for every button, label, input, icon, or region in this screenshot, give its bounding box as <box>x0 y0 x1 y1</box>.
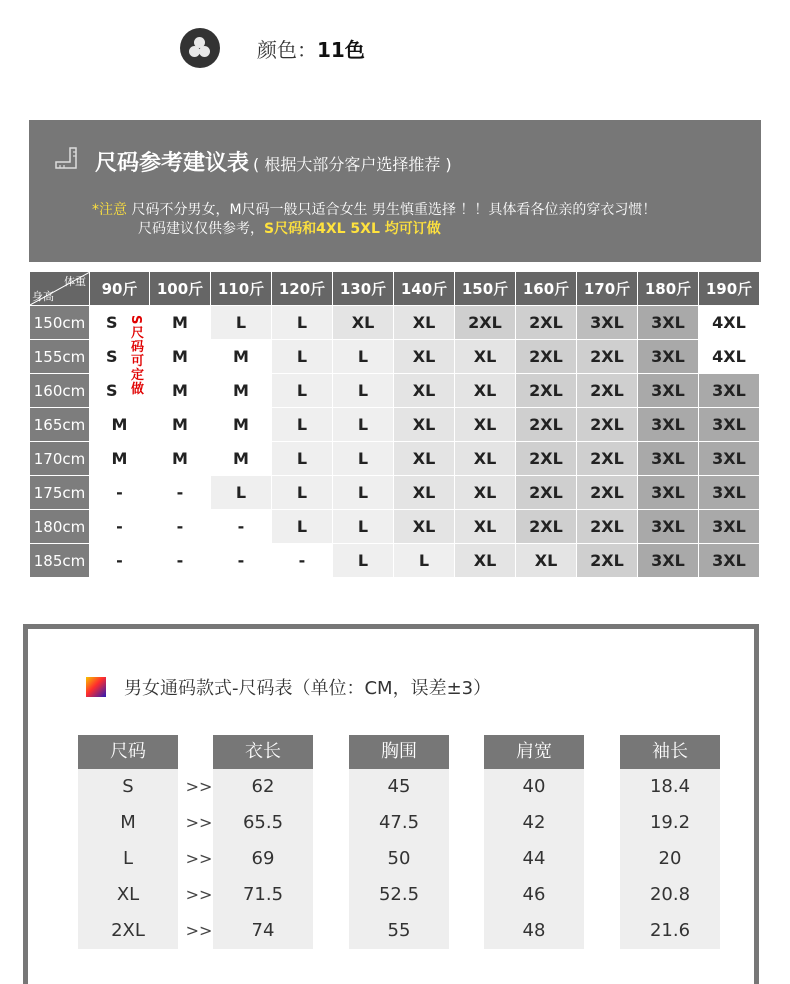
size-cell: L <box>272 476 333 510</box>
size-cell: XL <box>394 306 455 340</box>
size-cell: 3XL <box>638 442 699 476</box>
size-cell: XL <box>394 510 455 544</box>
size-cell: M <box>150 374 211 408</box>
weight-header: 90斤 <box>90 272 150 306</box>
measure-column-header: 肩宽 <box>484 735 584 769</box>
table-row <box>30 544 760 578</box>
measure-value: 62 <box>251 776 275 797</box>
size-cell: 3XL <box>638 306 699 340</box>
measure-value: 69 <box>251 848 275 869</box>
size-cell: XL <box>455 544 516 578</box>
size-cell: 2XL <box>577 408 638 442</box>
size-cell: M <box>150 408 211 442</box>
measure-value: 40 <box>522 776 546 797</box>
measure-value: S <box>122 776 134 797</box>
height-header: 180cm <box>30 510 90 544</box>
size-cell: - <box>90 476 150 510</box>
size-cell: 3XL <box>638 340 699 374</box>
weight-header: 150斤 <box>455 272 516 306</box>
size-cell: L <box>211 306 272 340</box>
note-line1: 尺码不分男女，M尺码一般只适合女生 男生慎重选择 ！！具体看各位亲的穿衣习惯！ <box>131 202 657 218</box>
color-count: 11色 <box>317 37 365 62</box>
size-cell: 2XL <box>516 374 577 408</box>
gradient-square-icon <box>86 677 106 697</box>
size-cell: 2XL <box>516 408 577 442</box>
measure-column-header: 胸围 <box>349 735 449 769</box>
size-cell: - <box>150 544 211 578</box>
size-cell: XL <box>516 544 577 578</box>
note-tag: *注意 <box>92 202 127 218</box>
size-cell: 2XL <box>516 510 577 544</box>
size-cell: XL <box>455 408 516 442</box>
size-cell: - <box>211 510 272 544</box>
size-cell: 2XL <box>577 442 638 476</box>
note-line2-highlight: S尺码和4XL 5XL 均可订做 <box>264 221 441 237</box>
measure-column <box>620 735 720 949</box>
size-cell: 3XL <box>577 306 638 340</box>
measure-value: 21.6 <box>649 920 691 941</box>
table-row <box>30 442 760 476</box>
size-cell: S <box>90 374 150 408</box>
size-cell: L <box>333 476 394 510</box>
measure-column <box>349 735 449 949</box>
size-cell: 2XL <box>577 476 638 510</box>
corner-cell <box>30 272 90 306</box>
size-cell: XL <box>455 340 516 374</box>
weight-header: 140斤 <box>394 272 455 306</box>
measure-value: 47.5 <box>378 812 420 833</box>
size-cell: XL <box>394 340 455 374</box>
ruler-icon <box>54 146 78 170</box>
note-line2 <box>92 220 656 239</box>
measure-value: 44 <box>522 848 546 869</box>
size-cell: 2XL <box>516 306 577 340</box>
measure-value: 52.5 <box>378 884 420 905</box>
measure-value: 18.4 <box>649 776 691 797</box>
corner-height-label: 身高 <box>32 290 54 303</box>
measure-value: 55 <box>387 920 411 941</box>
height-header: 150cm <box>30 306 90 340</box>
size-cell: XL <box>455 476 516 510</box>
table-row <box>30 510 760 544</box>
size-cell: XL <box>333 306 394 340</box>
weight-header: 180斤 <box>638 272 699 306</box>
measure-value: 2XL <box>111 920 145 941</box>
size-cell: - <box>90 510 150 544</box>
measurement-box <box>23 624 759 984</box>
size-cell: 3XL <box>699 476 760 510</box>
size-cell: L <box>272 510 333 544</box>
color-palette-icon <box>180 28 220 68</box>
table-row <box>30 476 760 510</box>
measure-value: XL <box>116 884 140 905</box>
size-cell: L <box>333 510 394 544</box>
size-cell: S <box>90 340 150 374</box>
size-cell: 3XL <box>699 408 760 442</box>
measure-value: 65.5 <box>242 812 284 833</box>
measure-value: 71.5 <box>242 884 284 905</box>
size-guide-banner <box>29 120 761 262</box>
size-cell: XL <box>394 442 455 476</box>
size-cell: S <box>90 306 150 340</box>
arrow-marker: >> <box>185 813 213 832</box>
size-cell: XL <box>394 374 455 408</box>
size-cell: XL <box>394 408 455 442</box>
size-cell: L <box>272 442 333 476</box>
size-cell: 4XL <box>699 306 760 340</box>
size-cell: L <box>272 306 333 340</box>
measure-value: 50 <box>387 848 411 869</box>
color-row <box>180 28 365 68</box>
size-cell: - <box>150 510 211 544</box>
size-cell: 2XL <box>516 476 577 510</box>
size-cell: - <box>211 544 272 578</box>
size-cell: 2XL <box>577 510 638 544</box>
measure-value: M <box>120 812 136 833</box>
size-cell: M <box>211 374 272 408</box>
size-cell: L <box>394 544 455 578</box>
measurement-title <box>86 674 491 700</box>
size-cell: L <box>272 374 333 408</box>
measure-value: 45 <box>387 776 411 797</box>
measure-column <box>213 735 313 949</box>
size-cell: XL <box>455 374 516 408</box>
weight-header: 130斤 <box>333 272 394 306</box>
arrow-marker: >> <box>185 921 213 940</box>
size-cell: 2XL <box>455 306 516 340</box>
weight-header: 160斤 <box>516 272 577 306</box>
size-cell: - <box>272 544 333 578</box>
color-label: 颜色： <box>257 37 317 62</box>
size-cell: XL <box>455 510 516 544</box>
measure-value: 46 <box>522 884 546 905</box>
weight-header: 120斤 <box>272 272 333 306</box>
table-row <box>30 408 760 442</box>
size-cell: L <box>272 408 333 442</box>
measurement-title-text: 男女通码款式-尺码表（单位：CM，误差±3） <box>124 678 492 699</box>
size-cell: L <box>333 408 394 442</box>
size-cell: 2XL <box>577 340 638 374</box>
size-cell: XL <box>455 442 516 476</box>
measure-value: 74 <box>251 920 275 941</box>
banner-subtitle: ( 根据大部分客户选择推荐 ) <box>253 155 452 174</box>
banner-title <box>95 146 452 177</box>
measure-value: 42 <box>522 812 546 833</box>
size-cell: M <box>211 442 272 476</box>
size-cell: M <box>150 340 211 374</box>
height-header: 160cm <box>30 374 90 408</box>
size-cell: L <box>272 340 333 374</box>
height-header: 170cm <box>30 442 90 476</box>
size-cell: 3XL <box>699 544 760 578</box>
size-cell: L <box>333 374 394 408</box>
size-cell: 3XL <box>699 442 760 476</box>
weight-header: 100斤 <box>150 272 211 306</box>
measure-value: 20.8 <box>649 884 691 905</box>
note-line2-prefix: 尺码建议仅供参考， <box>138 221 264 237</box>
size-cell: 3XL <box>699 374 760 408</box>
size-cell: 3XL <box>638 476 699 510</box>
size-cell: L <box>333 442 394 476</box>
arrow-marker: >> <box>185 849 213 868</box>
height-header: 185cm <box>30 544 90 578</box>
size-cell: - <box>90 544 150 578</box>
measure-column-header: 衣长 <box>213 735 313 769</box>
size-cell: XL <box>394 476 455 510</box>
notice <box>92 201 656 239</box>
size-cell: M <box>211 408 272 442</box>
weight-header: 170斤 <box>577 272 638 306</box>
measure-value: 48 <box>522 920 546 941</box>
weight-header: 190斤 <box>699 272 760 306</box>
measure-value: L <box>122 848 134 869</box>
size-cell: - <box>150 476 211 510</box>
size-cell: M <box>211 340 272 374</box>
arrow-marker: >> <box>185 777 213 796</box>
size-cell: M <box>150 306 211 340</box>
measure-column-header: 尺码 <box>78 735 178 769</box>
arrow-marker: >> <box>185 885 213 904</box>
weight-header: 110斤 <box>211 272 272 306</box>
measure-value: 20 <box>658 848 682 869</box>
corner-weight-label: 体重 <box>64 275 86 288</box>
height-header: 155cm <box>30 340 90 374</box>
banner-title-text: 尺码参考建议表 <box>95 151 250 176</box>
custom-size-note: S尺码可定做 <box>128 315 143 396</box>
size-cell: 2XL <box>516 340 577 374</box>
size-cell: L <box>333 544 394 578</box>
size-cell: M <box>90 408 150 442</box>
size-cell: 4XL <box>699 340 760 374</box>
arrow-column <box>181 735 217 949</box>
size-cell: L <box>333 340 394 374</box>
size-cell: 2XL <box>577 374 638 408</box>
size-cell: M <box>90 442 150 476</box>
size-cell: M <box>150 442 211 476</box>
size-cell: 3XL <box>638 408 699 442</box>
size-cell: 3XL <box>699 510 760 544</box>
size-cell: L <box>211 476 272 510</box>
size-cell: 2XL <box>577 544 638 578</box>
size-cell: 3XL <box>638 374 699 408</box>
height-header: 165cm <box>30 408 90 442</box>
size-cell: 3XL <box>638 510 699 544</box>
measure-value: 19.2 <box>649 812 691 833</box>
measure-column-header: 袖长 <box>620 735 720 769</box>
size-cell: 2XL <box>516 442 577 476</box>
height-header: 175cm <box>30 476 90 510</box>
measure-column <box>78 735 178 949</box>
size-cell: 3XL <box>638 544 699 578</box>
measure-column <box>484 735 584 949</box>
